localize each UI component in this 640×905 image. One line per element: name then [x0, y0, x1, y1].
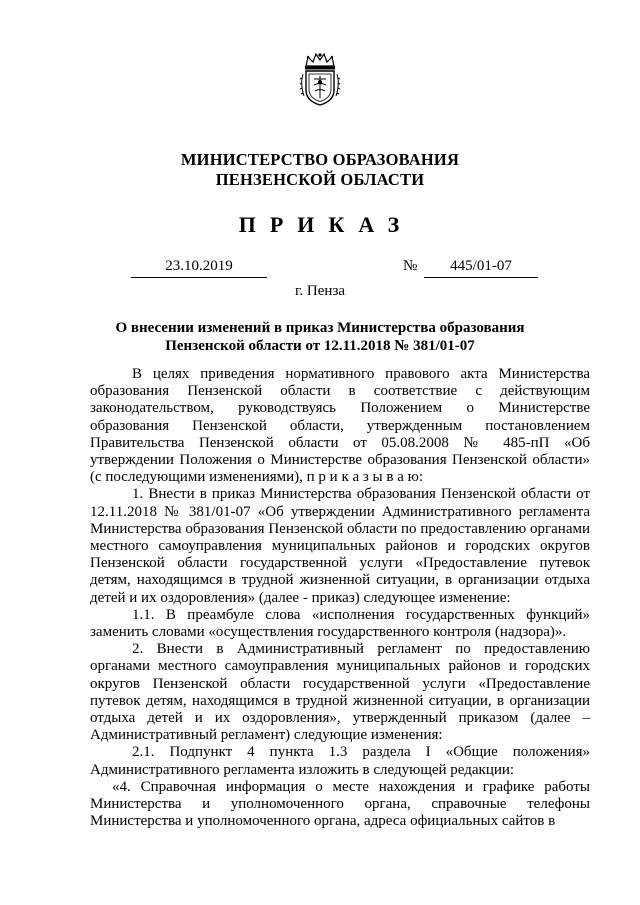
order-date: 23.10.2019: [131, 258, 267, 278]
paragraph-item-2: 2. Внести в Административный регламент по предоставлению органами местного самоуправления муниципальных районов и городских округов Пензенской области государственной услуги «Предоставление путевок детям, находящимся в трудной жизненной ситуации, в организации отдыха детей и их оздоровления», утвержденный приказом (далее – Административный регламент) следующие изменения:: [90, 641, 590, 744]
paragraph-quote-4: «4. Справочная информация о месте нахождения и графике работы Министерства и уполномоченного органа, справочные телефоны Министерства и уполномоченного органа, адреса официальных сайтов в: [90, 778, 590, 830]
paragraph-item-1-1: 1.1. В преамбуле слова «исполнения государственных функций» заменить словами «осуществления государственного контроля (надзора)».: [90, 606, 590, 641]
number-sign: №: [403, 258, 418, 274]
ministry-name-line1: МИНИСТЕРСТВО ОБРАЗОВАНИЯ: [180, 150, 460, 169]
document-type-title: ПРИКАЗ: [238, 212, 414, 237]
city: г. Пенза: [294, 283, 346, 299]
order-body: [90, 366, 590, 830]
paragraph-item-1: 1. Внести в приказ Министерства образования Пензенской области от 12.11.2018 № 381/01-07 «Об утверждении Административного регламента Министерства образования Пензенской области по предоставлению органами местного самоуправления муниципальных районов и городских округов Пензенской области государственной услуги «Предоставление путевок детям, находящимся в трудной жизненной ситуации, в организации отдыха детей и их оздоровления» (далее - приказ) следующее изменение:: [90, 486, 590, 606]
order-number: 445/01-07: [424, 258, 538, 278]
paragraph-preamble: В целях приведения нормативного правового акта Министерства образования Пензенской области в соответствие с действующим законодательством, руководствуясь Положением о Министерстве образования Пензенской области, утвержденным постановлением Правительства Пензенской области от 05.08.2008 № 485-пП «Об утверждении Положения о Министерстве образования Пензенской области» (с последующими изменениями), п р и к а з ы в а ю:: [90, 366, 590, 486]
coat-of-arms-icon: [297, 52, 343, 106]
paragraph-item-2-1: 2.1. Подпункт 4 пункта 1.3 раздела I «Общие положения» Административного регламента изложить в следующей редакции:: [90, 744, 590, 778]
ministry-name-line2: ПЕНЗЕНСКОЙ ОБЛАСТИ: [215, 170, 425, 189]
order-subject: О внесении изменений в приказ Министерства образования Пензенской области от 12.11.2018 № 381/01-07: [115, 320, 525, 354]
